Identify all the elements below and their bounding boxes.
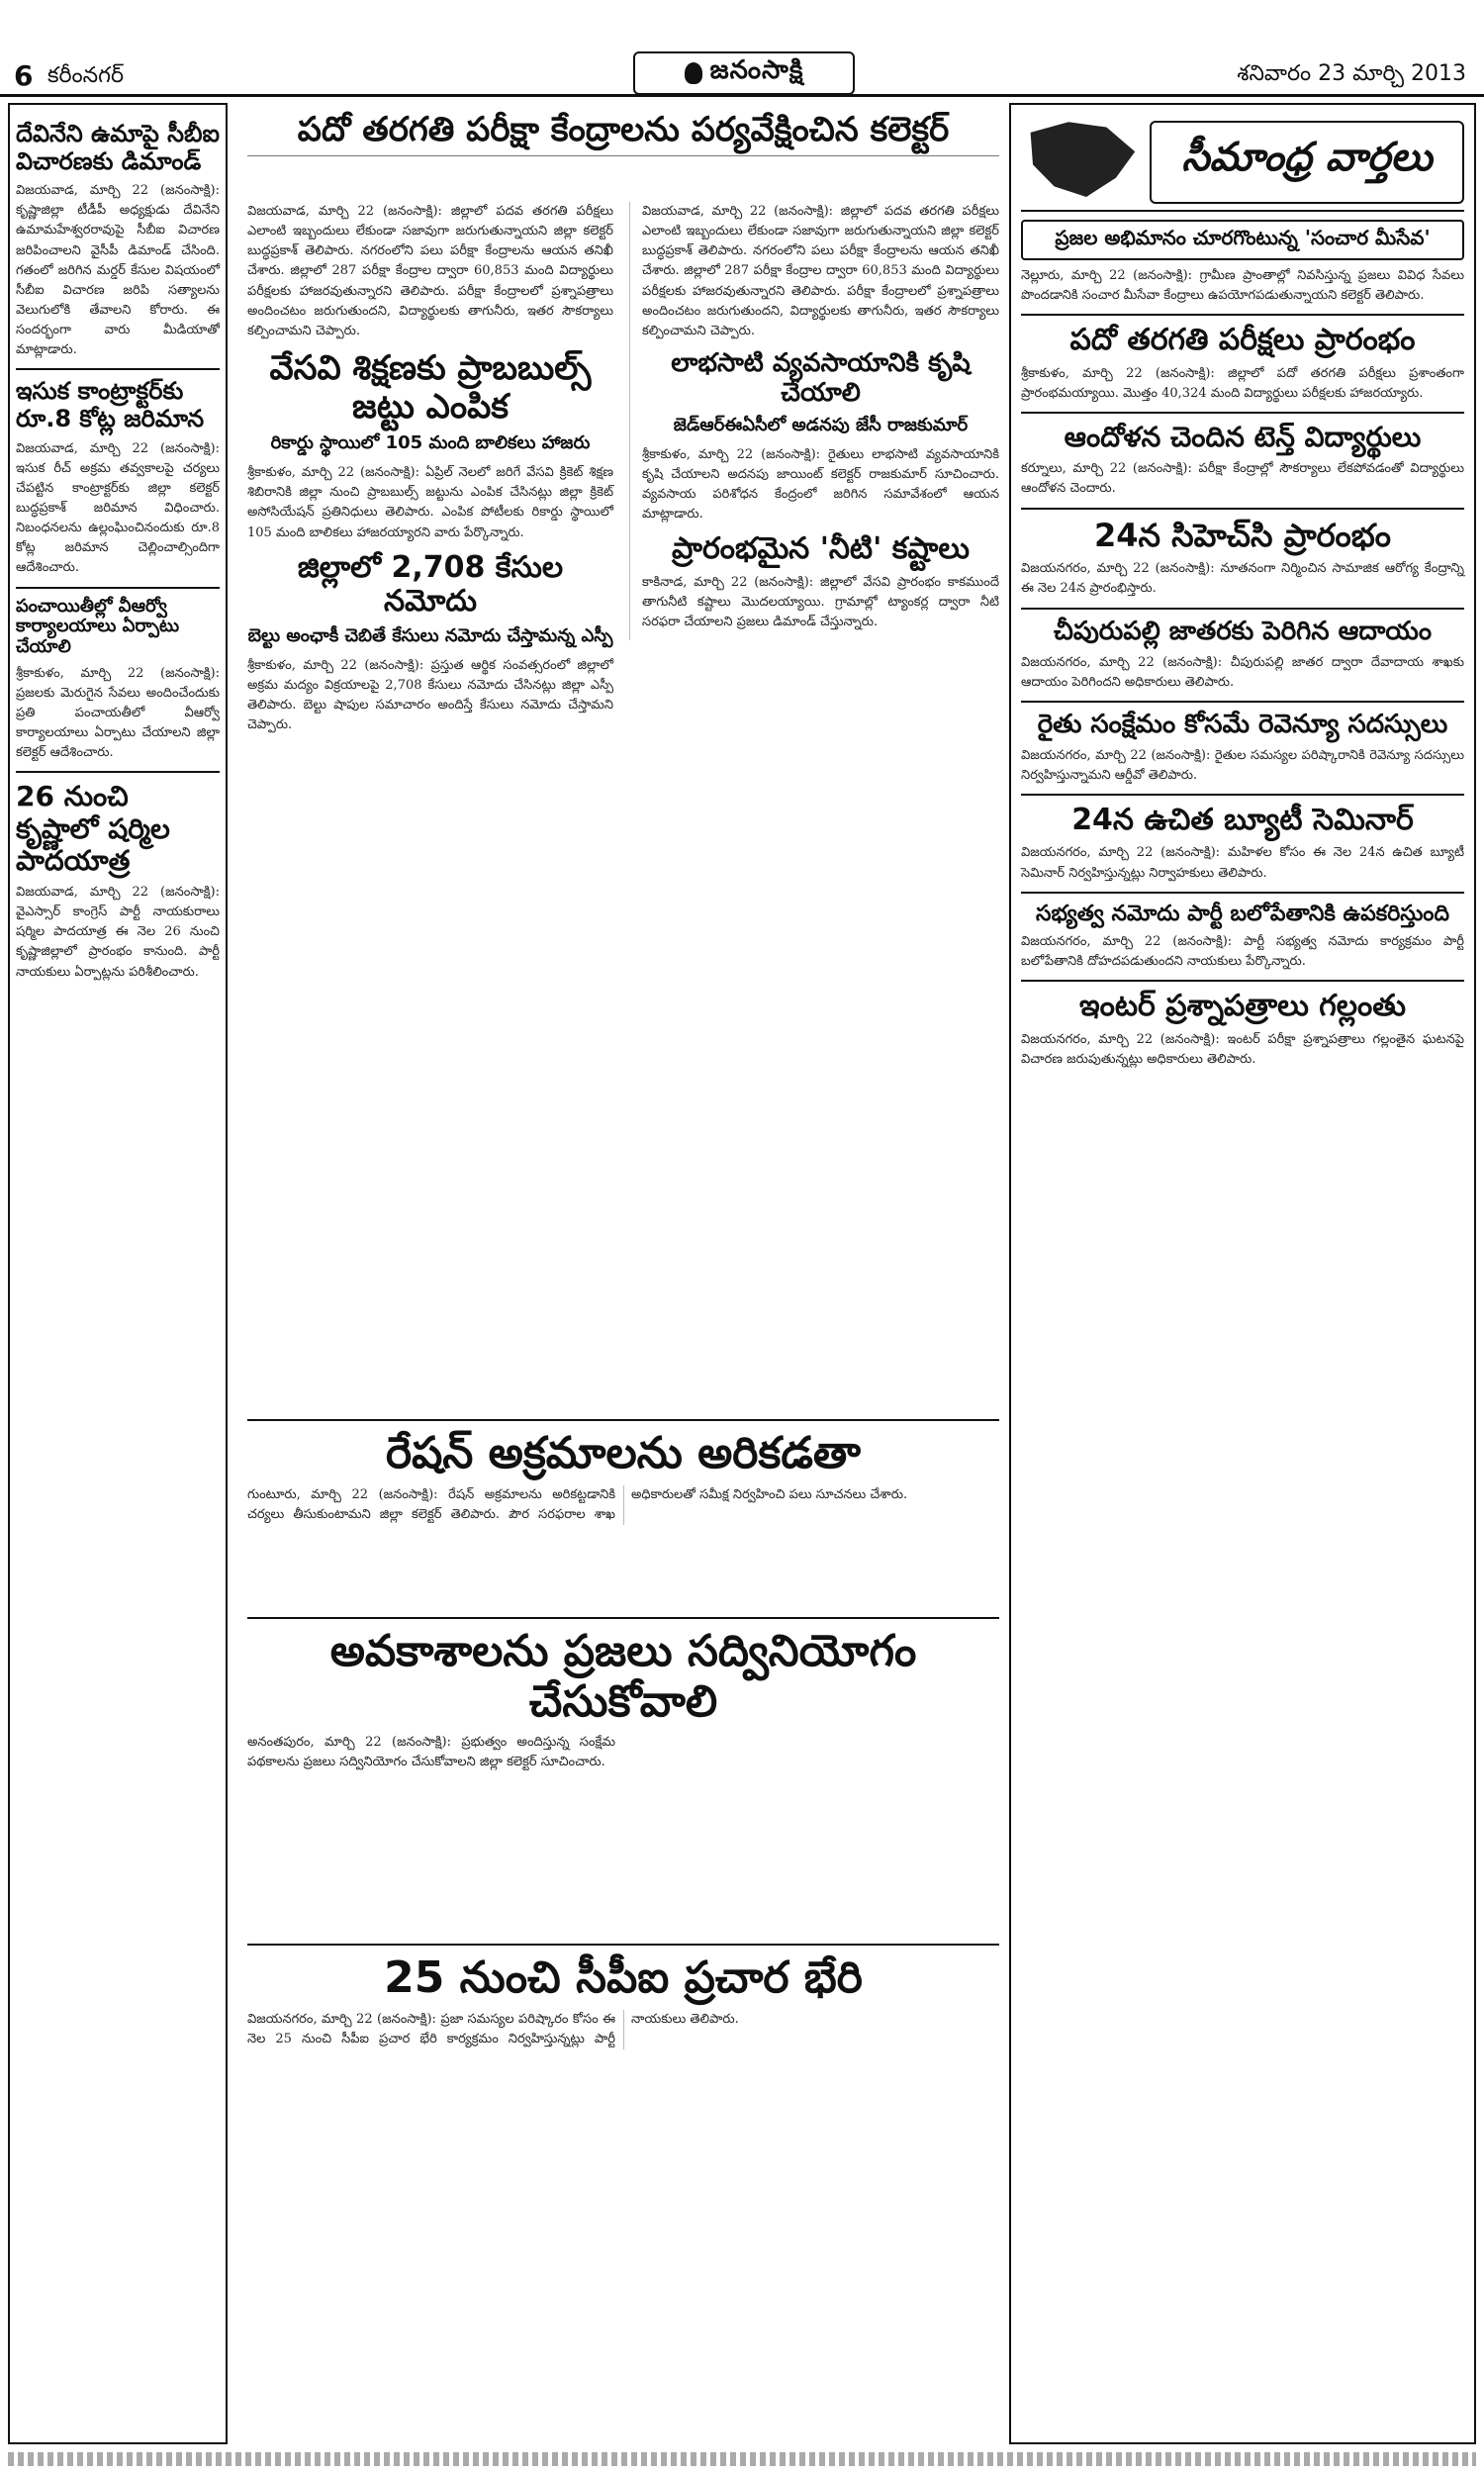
- district-name: కరీంనగర్: [47, 63, 125, 88]
- right-column: [1009, 103, 1476, 2444]
- article-subhead: రికార్డు స్థాయిలో 105 మంది బాలికలు హాజరు: [270, 432, 591, 454]
- divider: [1021, 794, 1464, 796]
- masthead: [0, 0, 1484, 97]
- divider: [247, 155, 999, 156]
- article-headline: వేసవి శిక్షణకు ప్రాబబుల్స్ జట్టు ఎంపిక: [269, 347, 592, 428]
- divider: [1021, 701, 1464, 703]
- divider: [1021, 508, 1464, 510]
- article-text: విజయవాడ, మార్చి 22 (జనంసాక్షి): ఇసుక రీచ్ అక్రమ తవ్వకాలపై చర్యలు చేపట్టిన కాంట్రాక్టర్‌కు జిల్లా కలెక్టర్ బుద్ధప్రకాశ్ జరిమాన విధించారు. నిబంధనలను ఉల్లంఘించినందుకు రూ.8 కోట్ల జరిమాన చెల్లించాల్సిందిగా ఆదేశించారు.: [16, 440, 220, 576]
- divider: [1021, 892, 1464, 894]
- mid-block-1: [247, 202, 999, 994]
- article-agri: [629, 202, 999, 640]
- article-text: శ్రీకాకుళం, మార్చి 22 (జనంసాక్షి): ప్రస్తుత ఆర్థిక సంవత్సరంలో జిల్లాలో అక్రమ మద్యం విక్రయాలపై 2,708 కేసులు నమోదు చేసినట్లు జిల్లా ఎస్పీ తెలిపారు. బెల్టు షాపుల సమాచారం అందిస్తే కేసులు నమోదు చేస్తామని చెప్పారు.: [247, 657, 613, 733]
- article-cricket: [247, 202, 613, 743]
- article-headline: పదో తరగతి పరీక్షా కేంద్రాలను పర్యవేక్షించిన కలెక్టర్: [297, 110, 950, 149]
- left-column: [8, 103, 228, 2444]
- divider: [1021, 314, 1464, 316]
- article-headline: 26 నుంచి కృష్ణాలో షర్మిల పాదయాత్ర: [16, 780, 170, 877]
- divider: [1021, 608, 1464, 610]
- opportunities-story: [247, 1617, 999, 1936]
- article-headline: రైతు సంక్షేమం కోసమే రెవెన్యూ సదస్సులు: [1037, 709, 1448, 739]
- article-text: శ్రీకాకుళం, మార్చి 22 (జనంసాక్షి): జిల్లాలో పదో తరగతి పరీక్షలు ప్రశాంతంగా ప్రారంభమయ్యాయి. మొత్తం 40,324 మంది విద్యార్థులు పరీక్షలకు హాజరయ్యారు.: [1021, 365, 1464, 401]
- article-text: విజయనగరం, మార్చి 22 (జనంసాక్షి): రైతుల సమస్యల పరిష్కారానికి రెవెన్యూ సదస్సులు నిర్వహిస్తున్నామని ఆర్డీవో తెలిపారు.: [1021, 747, 1464, 783]
- issue-date: శనివారం 23 మార్చి 2013: [1237, 61, 1466, 86]
- cpi-story: [247, 1944, 999, 2391]
- section-banner: [1021, 111, 1464, 212]
- article-text: శ్రీకాకుళం, మార్చి 22 (జనంసాక్షి): ఏప్రిల్ నెలలో జరిగే వేసవి క్రికెట్ శిక్షణ శిబిరానికి జిల్లా నుంచి ప్రాబబుల్స్ జట్టును ఎంపిక చేసినట్లు జిల్లా క్రికెట్ అసోసియేషన్ ప్రతినిధులు తెలిపారు. ఎంపిక పోటీలకు రికార్డు స్థాయిలో 105 మంది బాలికలు హాజరయ్యారని వారు పేర్కొన్నారు.: [247, 465, 613, 540]
- article-text: విజయవాడ, మార్చి 22 (జనంసాక్షి): జిల్లాలో పదవ తరగతి పరీక్షలు ఎలాంటి ఇబ్బందులు లేకుండా సజావుగా జరుగుతున్నాయని జిల్లా కలెక్టర్ బుద్ధప్రకాశ్ తెలిపారు. నగరంలోని పలు పరీక్షా కేంద్రాలను ఆయన తనిఖీ చేశారు. జిల్లాలో 287 పరీక్షా కేంద్రాల ద్వారా 60,853 మంది విద్యార్థులు పరీక్షలకు హాజరవుతున్నారని తెలిపారు. పరీక్షా కేంద్రాలలో ప్రశ్నాపత్రాలు అందించటం జరుగుతుందని, విద్యార్థులకు తాగునీరు, ఇతర సౌకర్యాలు కల్పించామని చెప్పారు.: [247, 204, 613, 338]
- article-text: విజయనగరం, మార్చి 22 (జనంసాక్షి): మహిళల కోసం ఈ నెల 24న ఉచిత బ్యూటీ సెమినార్ నిర్వహిస్తున్నట్లు నిర్వాహకులు తెలిపారు.: [1021, 845, 1464, 881]
- article-headline: అవకాశాలను ప్రజలు సద్వినియోగం చేసుకోవాలి: [329, 1626, 917, 1727]
- article-text: శ్రీకాకుళం, మార్చి 22 (జనంసాక్షి): రైతులు లాభసాటి వ్యవసాయానికి కృషి చేయాలని అదనపు జాయింట్ కలెక్టర్ రాజకుమార్ సూచించారు. వ్యవసాయ పరిశోధన కేంద్రంలో జరిగిన సమావేశంలో ఆయన మాట్లాడారు.: [642, 446, 999, 523]
- divider: [16, 368, 220, 370]
- article-subhead: బెల్టు అంఛాకీ చెబితే కేసులు నమోదు చేస్తామన్న ఎస్పీ: [247, 624, 613, 646]
- article-text: నెల్లూరు, మార్చి 22 (జనంసాక్షి): గ్రామీణ ప్రాంతాల్లో నివసిస్తున్న ప్రజలు వివిధ సేవలు పొందడానికి సంచార మీసేవా కేంద్రాలు ఉపయోగపడుతున్నాయని కలెక్టర్ తెలిపారు.: [1021, 268, 1464, 304]
- article-text: విజయనగరం, మార్చి 22 (జనంసాక్షి): నూతనంగా నిర్మించిన సామాజిక ఆరోగ్య కేంద్రాన్ని ఈ నెల 24న ప్రారంభిస్తారు.: [1021, 561, 1464, 597]
- article-headline: 25 నుంచి సీపీఐ ప్రచార భేరి: [384, 1952, 863, 2003]
- article-headline: రేషన్ అక్రమాలను అరికడతా: [385, 1428, 862, 1478]
- flame-icon: [685, 62, 702, 84]
- article-headline: ఇంటర్ ప్రశ్నాపత్రాలు గల్లంతు: [1079, 989, 1406, 1024]
- article-headline: పంచాయితీల్లో వీఆర్వో కార్యాలయాలు ఏర్పాటు చేయాలి: [16, 595, 180, 657]
- divider: [1021, 412, 1464, 414]
- article-headline: ఇసుక కాంట్రాక్టర్‌కు రూ.8 కోట్ల జరిమాన: [16, 377, 205, 433]
- article-text: విజయనగరం, మార్చి 22 (జనంసాక్షి): ప్రజా సమస్యల పరిష్కారం కోసం ఈ నెల 25 నుంచి సీపీఐ ప్రచార భేరి కార్యక్రమం నిర్వహిస్తున్నట్లు పార్టీ నాయకులు తెలిపారు.: [247, 2011, 739, 2046]
- top-story: [247, 103, 999, 202]
- article-text: విజయనగరం, మార్చి 22 (జనంసాక్షి): ఇంటర్ పరీక్షా ప్రశ్నాపత్రాలు గల్లంతైన ఘటనపై విచారణ జరుపుతున్నట్లు అధికారులు తెలిపారు.: [1021, 1031, 1464, 1067]
- divider: [16, 587, 220, 589]
- article-text: విజయవాడ, మార్చి 22 (జనంసాక్షి): వైఎస్సార్ కాంగ్రెస్ పార్టీ నాయకురాలు షర్మిల పాదయాత్ర ఈ నెల 26 నుంచి కృష్ణాజిల్లాలో ప్రారంభం కానుంది. పార్టీ నాయకులు ఏర్పాట్లను పరిశీలించారు.: [16, 884, 220, 980]
- middle-column: [247, 103, 999, 2444]
- article-headline: చీపురుపల్లి జాతరకు పెరిగిన ఆదాయం: [1053, 616, 1433, 646]
- footer-bar: [8, 2452, 1476, 2466]
- article-headline: 24న ఉచిత బ్యూటీ సెమినార్: [1071, 802, 1414, 837]
- article-headline: ప్రారంభమైన 'నీటి' కష్టాలు: [672, 531, 970, 567]
- article-text: గుంటూరు, మార్చి 22 (జనంసాక్షి): రేషన్ అక్రమాలను అరికట్టడానికి చర్యలు తీసుకుంటామని జిల్లా కలెక్టర్ తెలిపారు. పౌర సరఫరాల శాఖ అధికారులతో సమీక్ష నిర్వహించి పలు సూచనలు చేశారు.: [247, 1486, 908, 1522]
- article-text: విజయవాడ, మార్చి 22 (జనంసాక్షి): జిల్లాలో పదవ తరగతి పరీక్షలు ఎలాంటి ఇబ్బందులు లేకుండా సజావుగా జరుగుతున్నాయని జిల్లా కలెక్టర్ బుద్ధప్రకాశ్ తెలిపారు. నగరంలోని పలు పరీక్షా కేంద్రాలను ఆయన తనిఖీ చేశారు. జిల్లాలో 287 పరీక్షా కేంద్రాల ద్వారా 60,853 మంది విద్యార్థులు పరీక్షలకు హాజరవుతున్నారని తెలిపారు. పరీక్షా కేంద్రాలలో ప్రశ్నాపత్రాలు అందించటం జరుగుతుందని, విద్యార్థులకు తాగునీరు, ఇతర సౌకర్యాలు కల్పించామని చెప్పారు.: [642, 204, 999, 338]
- divider: [1021, 980, 1464, 982]
- article-headline: పదో తరగతి పరీక్షలు ప్రారంభం: [1069, 323, 1416, 358]
- article-headline: జిల్లాలో 2,708 కేసుల నమోదు: [297, 549, 564, 619]
- divider: [16, 771, 220, 773]
- article-text: అనంతపురం, మార్చి 22 (జనంసాక్షి): ప్రభుత్వం అందిస్తున్న సంక్షేమ పథకాలను ప్రజలు సద్వినియోగం చేసుకోవాలని జిల్లా కలెక్టర్ సూచించారు.: [247, 1735, 615, 1770]
- section-title: సీమాంధ్ర వార్తలు: [1150, 121, 1464, 204]
- article-headline: సభ్యత్వ నమోదు పార్టీ బలోపేతానికి ఉపకరిస్తుంది: [1036, 901, 1449, 926]
- page-number: 6: [14, 59, 34, 92]
- article-headline: ఆందోళన చెందిన టెన్త్ విద్యార్థులు: [1064, 421, 1422, 454]
- state-map-icon: [1021, 117, 1140, 204]
- article-text: విజయవాడ, మార్చి 22 (జనంసాక్షి): కృష్ణాజిల్లా టీడీపీ అధ్యక్షుడు దేవినేని ఉమామహేశ్వరరావుపై సీబీఐ విచారణ జరిపించాలని వైసీపీ డిమాండ్ చేసింది. గతంలో జరిగిన మర్డర్ కేసుల విషయంలో సీబీఐ విచారణ జరిపి సత్యాలను వెలుగులోకి తేవాలని కోరారు. ఈ సందర్భంగా వారు మీడియాతో మాట్లాడారు.: [16, 183, 220, 358]
- article-headline: లాభసాటి వ్యవసాయానికి కృషి చేయాలి: [671, 347, 971, 408]
- article-subhead: జెడ్‌ఆర్‌ఈఏసీలో అడనపు జేసీ రాజకుమార్: [673, 414, 969, 435]
- article-text: కర్నూలు, మార్చి 22 (జనంసాక్షి): పరీక్షా కేంద్రాల్లో సౌకర్యాలు లేకపోవడంతో విద్యార్థులు ఆందోళన చెందారు.: [1021, 461, 1464, 497]
- article-headline: దేవినేని ఉమాపై సీబీఐ విచారణకు డిమాండ్: [16, 120, 220, 175]
- article-text: విజయనగరం, మార్చి 22 (జనంసాక్షి): చీపురుపల్లి జాతర ద్వారా దేవాదాయ శాఖకు ఆదాయం పెరిగిందని అధికారులు తెలిపారు.: [1021, 654, 1464, 690]
- logo-text: జనంసాక్షి: [709, 55, 804, 85]
- newspaper-logo: [633, 51, 855, 95]
- article-text: కాకినాడ, మార్చి 22 (జనంసాక్షి): జిల్లాలో వేసవి ప్రారంభం కాకముందే తాగునీటి కష్టాలు మొదలయ్యాయి. గ్రామాల్లో ట్యాంకర్ల ద్వారా నీటి సరఫరా చేయాలని ప్రజలు డిమాండ్ చేస్తున్నారు.: [642, 574, 999, 630]
- article-text: శ్రీకాకుళం, మార్చి 22 (జనంసాక్షి): ప్రజలకు మెరుగైన సేవలు అందించేందుకు ప్రతి పంచాయతీలో వీఆర్వో కార్యాలయాలు ఏర్పాటు చేయాలని జిల్లా కలెక్టర్ ఆదేశించారు.: [16, 665, 220, 761]
- article-text: విజయనగరం, మార్చి 22 (జనంసాక్షి): పార్టీ సభ్యత్వ నమోదు కార్యక్రమం పార్టీ బలోపేతానికి దోహదపడుతుందని నాయకులు పేర్కొన్నారు.: [1021, 934, 1464, 970]
- article-headline: ప్రజల అభిమానం చూరగొంటున్న 'సంచార మీసేవ': [1021, 220, 1464, 260]
- article-headline: 24న సిహెచ్‌సి ప్రారంభం: [1094, 516, 1391, 554]
